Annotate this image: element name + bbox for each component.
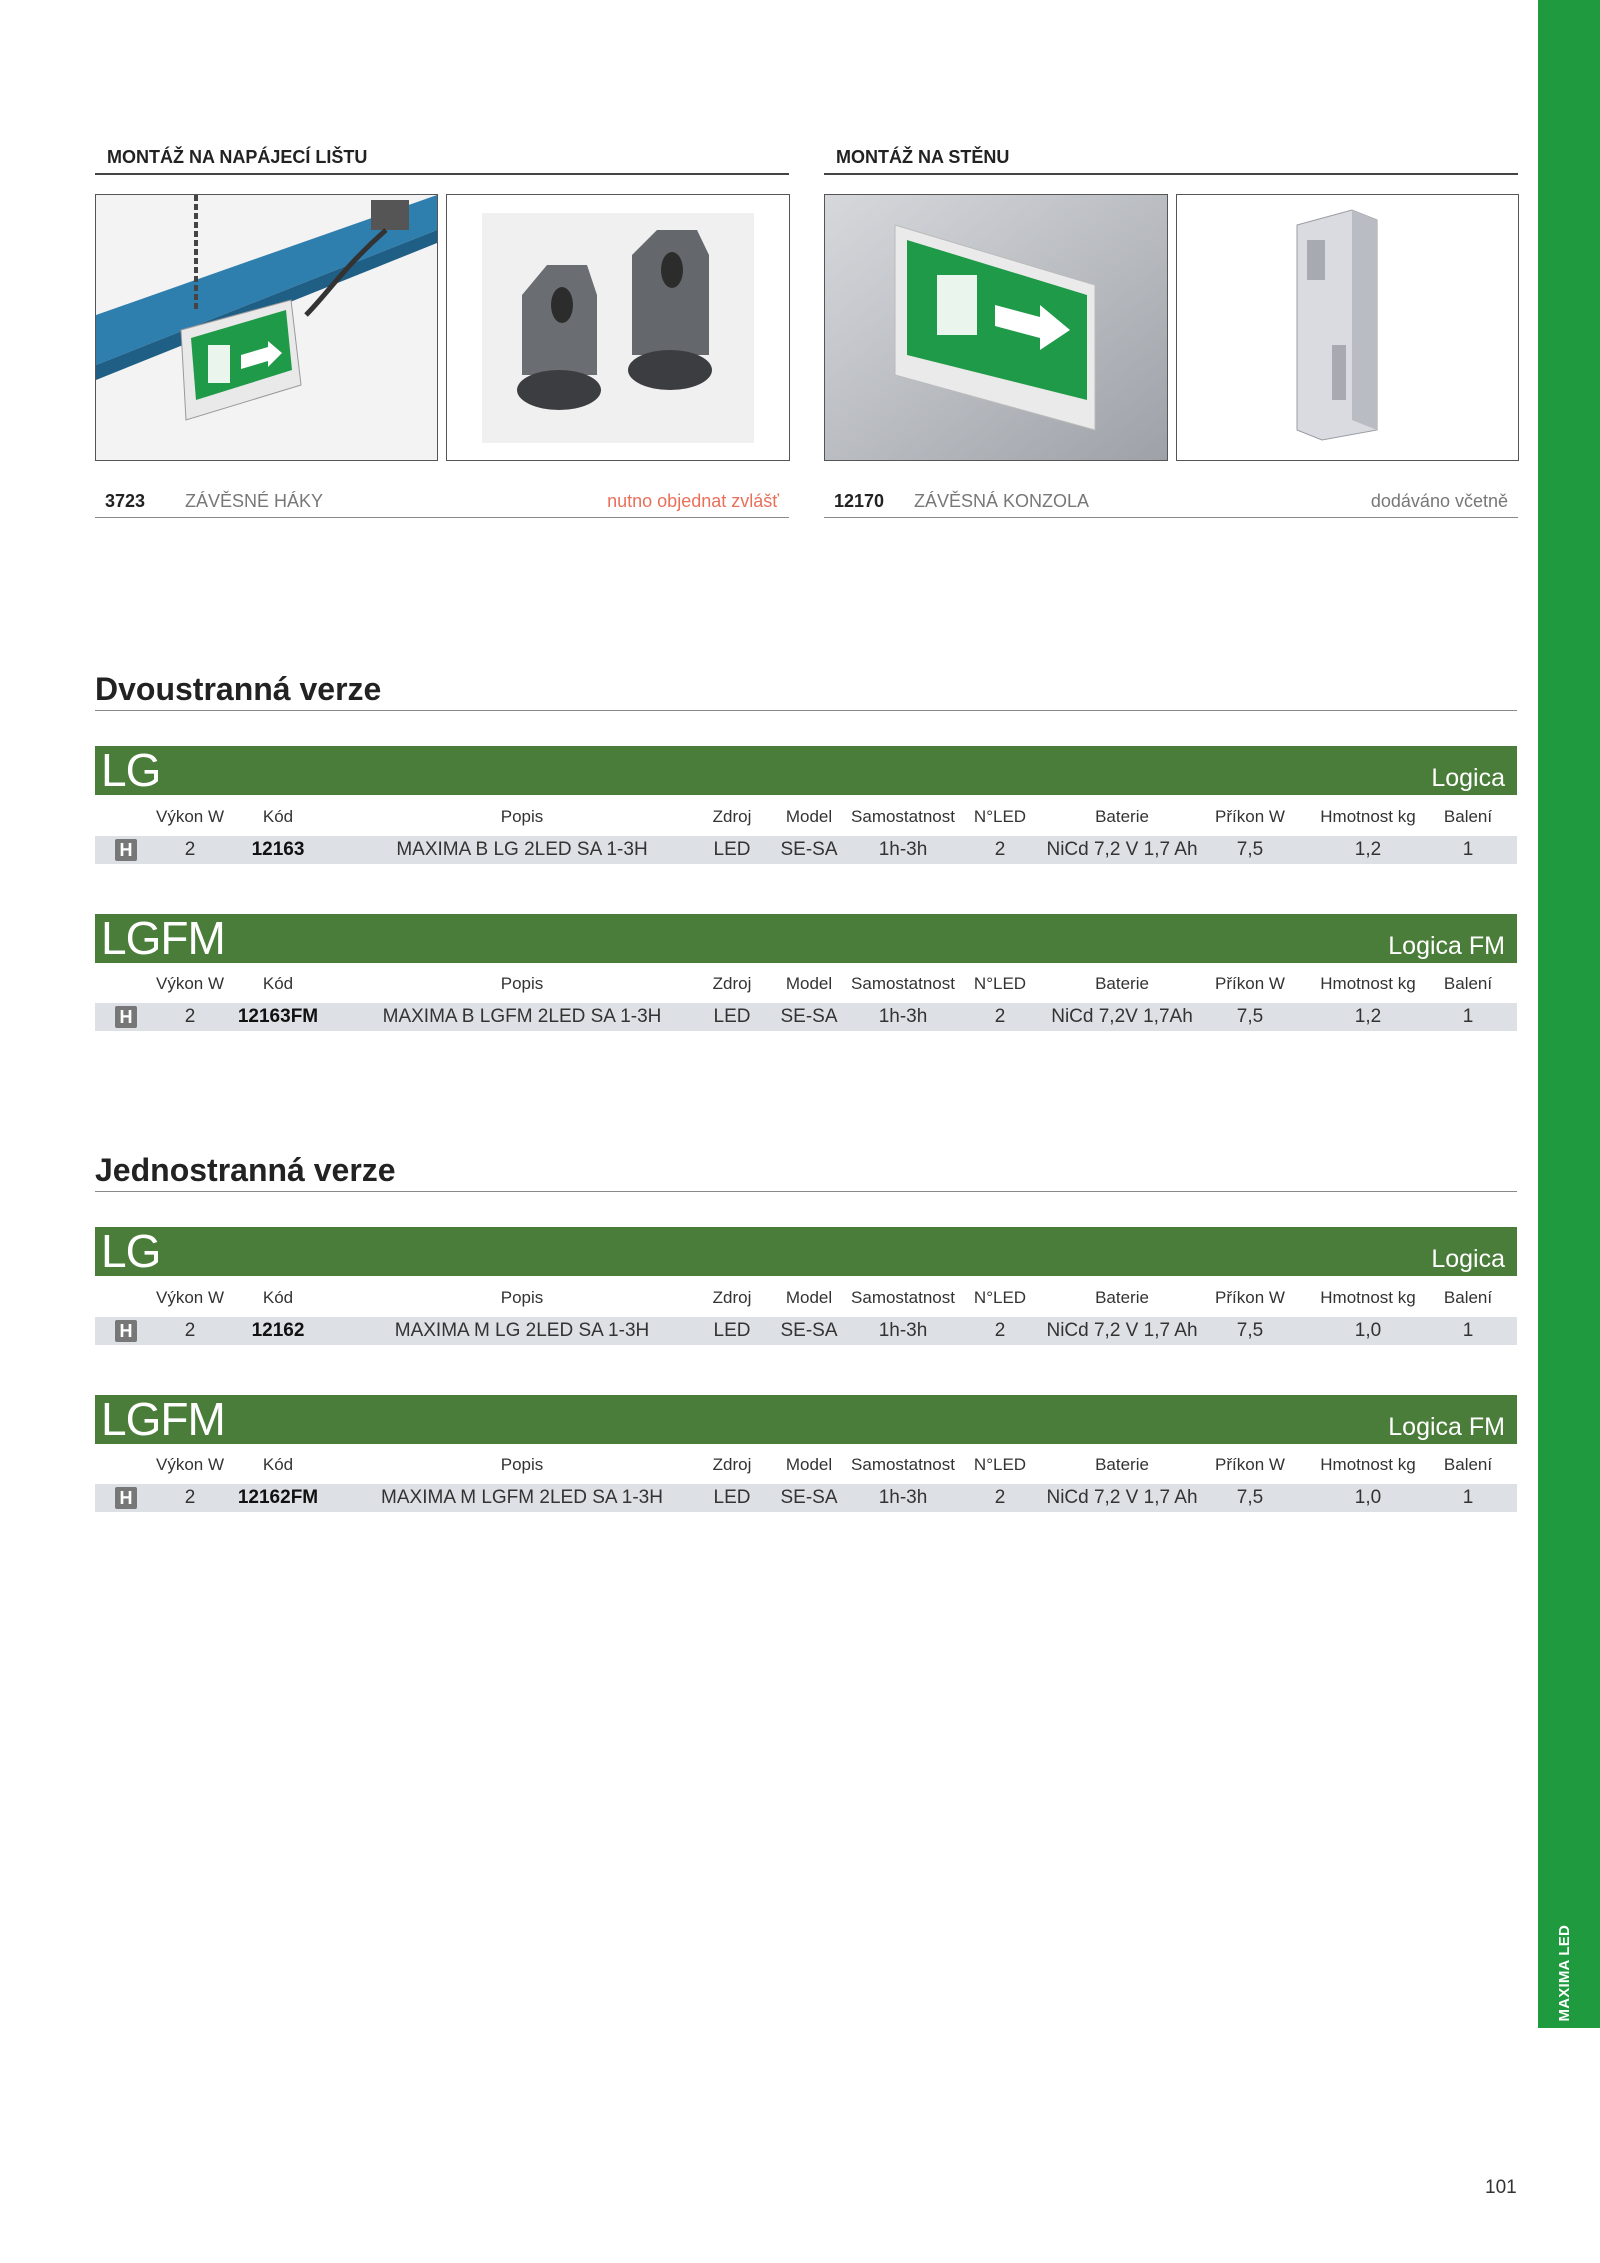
group-band-lgfm [95, 914, 1517, 963]
table-header [95, 1284, 1517, 1312]
cell-battery: NiCd 7,2V 1,7Ah [1051, 1006, 1193, 1027]
cell-autonomy: 1h-3h [878, 839, 928, 860]
divider [95, 517, 789, 518]
column-header: Výkon W [155, 974, 225, 993]
column-header: Zdroj [712, 1288, 752, 1307]
table-header [95, 803, 1517, 831]
page-number: 101 [1485, 2177, 1517, 2198]
cell-input-power: 7,5 [1236, 1006, 1264, 1027]
cell-packing: 1 [1462, 1006, 1474, 1027]
cell-model: SE-SA [780, 839, 838, 860]
accessory-name: ZÁVĚSNÁ KONZOLA [914, 490, 1090, 511]
divider [824, 517, 1518, 518]
group-band-lg [95, 1227, 1517, 1276]
cell-model: SE-SA [780, 1320, 838, 1341]
cell-description: MAXIMA B LG 2LED SA 1-3H [396, 839, 648, 860]
cell-power: 2 [184, 1487, 196, 1508]
accessory-note: dodáváno včetně [1370, 490, 1508, 511]
column-header: Samostatnost [851, 807, 955, 826]
sidebar-tab [1538, 0, 1600, 2028]
cell-autonomy: 1h-3h [878, 1487, 928, 1508]
group-brand: Logica [1431, 1245, 1505, 1273]
column-header: Hmotnost kg [1320, 974, 1416, 993]
column-header: N°LED [973, 1455, 1027, 1474]
section-title-double-sided: Dvoustranná verze [95, 671, 382, 707]
accessory-row-bracket [824, 486, 1518, 516]
cell-model: SE-SA [780, 1487, 838, 1508]
group-name: LGFM [101, 1393, 225, 1445]
column-header: Výkon W [155, 1288, 225, 1307]
cell-code: 12162 [251, 1320, 305, 1341]
column-header: Kód [262, 1288, 294, 1307]
table-header [95, 970, 1517, 998]
cell-autonomy: 1h-3h [878, 1006, 928, 1027]
column-header: Hmotnost kg [1320, 807, 1416, 826]
group-name: LGFM [101, 912, 225, 964]
cell-weight: 1,2 [1354, 1006, 1382, 1027]
column-header: Popis [500, 1455, 544, 1474]
divider [824, 173, 1518, 175]
column-header: Baterie [1095, 1455, 1149, 1474]
cell-led-count: 2 [994, 1487, 1006, 1508]
group-band-lg [95, 746, 1517, 795]
photo-wall-bracket [1176, 194, 1519, 461]
h-badge-icon: H [115, 1320, 137, 1342]
cell-power: 2 [184, 1006, 196, 1027]
column-header: Model [785, 1455, 833, 1474]
cell-code: 12162FM [237, 1487, 319, 1508]
cell-source: LED [713, 839, 751, 860]
column-header: Baterie [1095, 974, 1149, 993]
column-header: Baterie [1095, 1288, 1149, 1307]
column-header: Zdroj [712, 1455, 752, 1474]
photo-wall-mounted-sign [824, 194, 1168, 461]
cell-code: 12163FM [237, 1006, 319, 1027]
cell-model: SE-SA [780, 1006, 838, 1027]
cell-input-power: 7,5 [1236, 1487, 1264, 1508]
cell-led-count: 2 [994, 1320, 1006, 1341]
column-header: Model [785, 974, 833, 993]
mounting-title-rail: MONTÁŽ NA NAPÁJECÍ LIŠTU [107, 147, 368, 167]
sidebar-tab-label: MAXIMA LED [1556, 1925, 1573, 2022]
column-header: Příkon W [1215, 1288, 1285, 1307]
column-header: Baterie [1095, 807, 1149, 826]
photo-rail-mounted-sign [95, 194, 438, 461]
h-badge-icon: H [115, 1487, 137, 1509]
column-header: Hmotnost kg [1320, 1288, 1416, 1307]
column-header: Popis [500, 1288, 544, 1307]
column-header: Výkon W [155, 807, 225, 826]
cell-input-power: 7,5 [1236, 1320, 1264, 1341]
h-badge-icon: H [115, 1006, 137, 1028]
accessory-code: 3723 [105, 490, 146, 511]
column-header: N°LED [973, 807, 1027, 826]
accessory-row-hooks [95, 486, 789, 516]
column-header: Balení [1443, 807, 1493, 826]
cell-packing: 1 [1462, 839, 1474, 860]
cell-source: LED [713, 1487, 751, 1508]
cell-power: 2 [184, 1320, 196, 1341]
column-header: Model [785, 1288, 833, 1307]
column-header: Výkon W [155, 1455, 225, 1474]
cell-power: 2 [184, 839, 196, 860]
cell-weight: 1,0 [1354, 1320, 1382, 1341]
table-row [95, 1484, 1517, 1512]
cell-source: LED [713, 1320, 751, 1341]
group-name: LG [101, 1225, 161, 1277]
column-header: Příkon W [1215, 974, 1285, 993]
cell-description: MAXIMA B LGFM 2LED SA 1-3H [382, 1006, 662, 1027]
accessory-name: ZÁVĚSNÉ HÁKY [185, 490, 324, 511]
table-row [95, 836, 1517, 864]
column-header: Popis [500, 974, 544, 993]
cell-code: 12163 [251, 839, 305, 860]
column-header: Model [785, 807, 833, 826]
table-row [95, 1317, 1517, 1345]
column-header: Příkon W [1215, 1455, 1285, 1474]
accessory-code: 12170 [834, 490, 885, 511]
column-header: Zdroj [712, 807, 752, 826]
table-row [95, 1003, 1517, 1031]
cell-battery: NiCd 7,2 V 1,7 Ah [1046, 839, 1198, 860]
cell-description: MAXIMA M LGFM 2LED SA 1-3H [381, 1487, 663, 1508]
column-header: Balení [1443, 1455, 1493, 1474]
cell-packing: 1 [1462, 1487, 1474, 1508]
cell-led-count: 2 [994, 1006, 1006, 1027]
column-header: Samostatnost [851, 974, 955, 993]
column-header: N°LED [973, 974, 1027, 993]
column-header: Samostatnost [851, 1455, 955, 1474]
column-header: Kód [262, 1455, 294, 1474]
photo-hanging-hooks [446, 194, 790, 461]
cell-description: MAXIMA M LG 2LED SA 1-3H [394, 1320, 650, 1341]
column-header: Zdroj [712, 974, 752, 993]
column-header: Samostatnost [851, 1288, 955, 1307]
divider [95, 173, 789, 175]
cell-led-count: 2 [994, 839, 1006, 860]
table-header [95, 1451, 1517, 1479]
group-brand: Logica FM [1388, 932, 1505, 960]
column-header: Hmotnost kg [1320, 1455, 1416, 1474]
mounting-title-wall: MONTÁŽ NA STĚNU [836, 147, 1010, 167]
accessory-note: nutno objednat zvlášť [607, 490, 779, 511]
column-header: Balení [1443, 1288, 1493, 1307]
cell-source: LED [713, 1006, 751, 1027]
section-title-single-sided: Jednostranná verze [95, 1152, 396, 1188]
column-header: N°LED [973, 1288, 1027, 1307]
group-brand: Logica [1431, 764, 1505, 792]
cell-weight: 1,2 [1354, 839, 1382, 860]
cell-weight: 1,0 [1354, 1487, 1382, 1508]
group-name: LG [101, 744, 161, 796]
cell-autonomy: 1h-3h [878, 1320, 928, 1341]
divider [95, 710, 1517, 711]
cell-packing: 1 [1462, 1320, 1474, 1341]
group-brand: Logica FM [1388, 1413, 1505, 1441]
cell-battery: NiCd 7,2 V 1,7 Ah [1046, 1320, 1198, 1341]
divider [95, 1191, 1517, 1192]
cell-battery: NiCd 7,2 V 1,7 Ah [1046, 1487, 1198, 1508]
column-header: Kód [262, 974, 294, 993]
column-header: Příkon W [1215, 807, 1285, 826]
column-header: Balení [1443, 974, 1493, 993]
h-badge-icon: H [115, 839, 137, 861]
cell-input-power: 7,5 [1236, 839, 1264, 860]
column-header: Kód [262, 807, 294, 826]
column-header: Popis [500, 807, 544, 826]
group-band-lgfm [95, 1395, 1517, 1444]
